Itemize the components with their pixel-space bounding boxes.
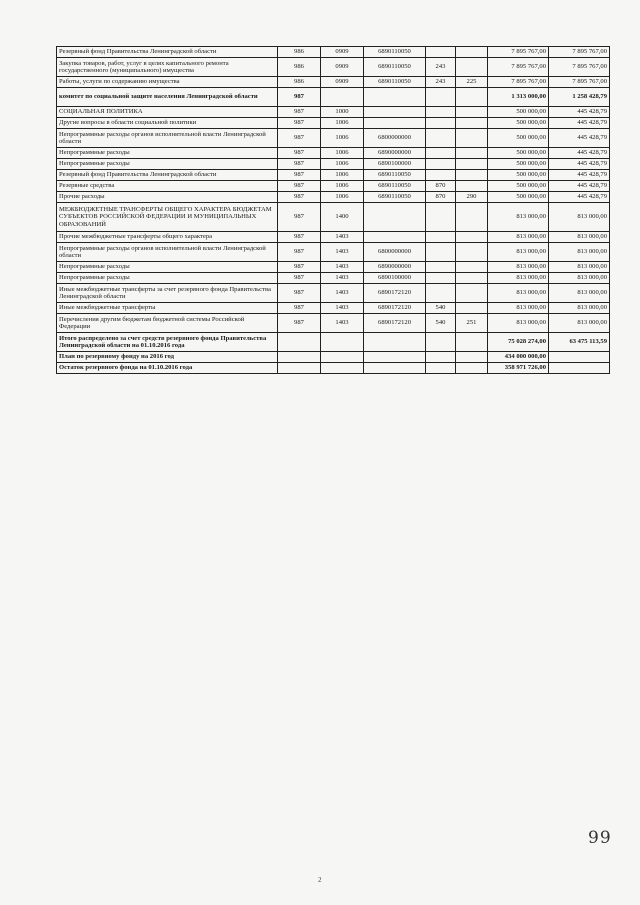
cell-executed: 445 428,79 [549, 129, 610, 148]
row-name: Итого распределено за счет средств резервного фонда Правительства Ленинградской области на 01.10.2016 года [57, 333, 278, 352]
table-row [57, 47, 610, 58]
table-row [57, 352, 610, 363]
cell-executed: 813 000,00 [549, 284, 610, 303]
table-row [57, 129, 610, 148]
cell-allocated: 500 000,00 [488, 159, 549, 170]
table-row [57, 77, 610, 88]
cell-expense-type: 870 [426, 192, 456, 203]
cell-section: 1403 [321, 243, 364, 262]
cell-executed: 7 895 767,00 [549, 77, 610, 88]
cell-expense-type: 540 [426, 314, 456, 333]
cell-allocated: 7 895 767,00 [488, 58, 549, 77]
cell-expense-type [426, 170, 456, 181]
row-name: Непрограммные расходы органов исполнительной власти Ленинградской области [57, 129, 278, 148]
cell-kosgu [456, 148, 488, 159]
cell-section: 0909 [321, 58, 364, 77]
cell-target-article [364, 107, 426, 118]
cell-allocated: 813 000,00 [488, 314, 549, 333]
cell-target-article: 6890172120 [364, 314, 426, 333]
cell-expense-type [426, 333, 456, 352]
cell-section: 1006 [321, 170, 364, 181]
cell-expense-type [426, 352, 456, 363]
row-name: Иные межбюджетные трансферты за счет резервного фонда Правительства Ленинградской области [57, 284, 278, 303]
cell-allocated: 7 895 767,00 [488, 47, 549, 58]
row-name: Иные межбюджетные трансферты [57, 303, 278, 314]
cell-target-article [364, 232, 426, 243]
table-row [57, 88, 610, 107]
cell-allocated: 813 000,00 [488, 273, 549, 284]
cell-ved [278, 352, 321, 363]
cell-expense-type [426, 284, 456, 303]
cell-kosgu [456, 303, 488, 314]
cell-expense-type: 243 [426, 58, 456, 77]
cell-ved: 987 [278, 159, 321, 170]
cell-expense-type [426, 148, 456, 159]
cell-expense-type: 870 [426, 181, 456, 192]
row-name: Непрограммные расходы [57, 262, 278, 273]
cell-kosgu [456, 58, 488, 77]
cell-ved: 987 [278, 148, 321, 159]
cell-executed: 445 428,79 [549, 192, 610, 203]
table-row [57, 118, 610, 129]
row-name: Резервный фонд Правительства Ленинградской области [57, 170, 278, 181]
cell-allocated: 813 000,00 [488, 243, 549, 262]
cell-executed [549, 352, 610, 363]
cell-executed: 813 000,00 [549, 232, 610, 243]
table-body [57, 47, 610, 374]
cell-ved: 987 [278, 273, 321, 284]
cell-allocated: 500 000,00 [488, 107, 549, 118]
cell-section: 1006 [321, 159, 364, 170]
cell-section: 1403 [321, 273, 364, 284]
cell-kosgu [456, 352, 488, 363]
cell-target-article: 6890110050 [364, 192, 426, 203]
table-row [57, 363, 610, 374]
cell-expense-type [426, 107, 456, 118]
cell-ved: 987 [278, 314, 321, 333]
cell-expense-type [426, 363, 456, 374]
table-row [57, 303, 610, 314]
cell-ved: 987 [278, 262, 321, 273]
cell-executed: 445 428,79 [549, 148, 610, 159]
reserve-fund-table [56, 46, 610, 374]
cell-kosgu [456, 47, 488, 58]
cell-allocated: 813 000,00 [488, 232, 549, 243]
cell-kosgu [456, 273, 488, 284]
table-row [57, 203, 610, 232]
cell-section: 0909 [321, 77, 364, 88]
cell-target-article [364, 333, 426, 352]
cell-allocated: 434 000 000,00 [488, 352, 549, 363]
cell-section: 1400 [321, 203, 364, 232]
cell-executed: 813 000,00 [549, 303, 610, 314]
cell-ved: 986 [278, 77, 321, 88]
cell-kosgu [456, 232, 488, 243]
cell-allocated: 500 000,00 [488, 181, 549, 192]
cell-executed: 445 428,79 [549, 159, 610, 170]
table-row [57, 58, 610, 77]
cell-section [321, 363, 364, 374]
table-row [57, 159, 610, 170]
cell-target-article: 6890100000 [364, 159, 426, 170]
handwritten-page-number: 99 [588, 828, 612, 848]
cell-allocated: 500 000,00 [488, 170, 549, 181]
cell-kosgu [456, 262, 488, 273]
cell-kosgu [456, 107, 488, 118]
cell-target-article: 6800000000 [364, 129, 426, 148]
cell-target-article: 6890110050 [364, 58, 426, 77]
cell-ved: 987 [278, 232, 321, 243]
cell-section: 0909 [321, 47, 364, 58]
cell-allocated: 500 000,00 [488, 192, 549, 203]
cell-target-article: 6890110050 [364, 181, 426, 192]
cell-kosgu [456, 159, 488, 170]
cell-kosgu [456, 333, 488, 352]
row-name: Непрограммные расходы [57, 159, 278, 170]
cell-ved: 987 [278, 243, 321, 262]
cell-ved: 987 [278, 284, 321, 303]
cell-allocated: 1 313 000,00 [488, 88, 549, 107]
cell-ved [278, 333, 321, 352]
row-name: Резервный фонд Правительства Ленинградской области [57, 47, 278, 58]
cell-allocated: 358 971 726,00 [488, 363, 549, 374]
cell-kosgu [456, 88, 488, 107]
cell-executed: 813 000,00 [549, 262, 610, 273]
table-row [57, 262, 610, 273]
cell-section: 1006 [321, 148, 364, 159]
table-row [57, 148, 610, 159]
cell-allocated: 813 000,00 [488, 262, 549, 273]
row-name: Непрограммные расходы органов исполнительной власти Ленинградской области [57, 243, 278, 262]
cell-expense-type [426, 118, 456, 129]
cell-section: 1006 [321, 192, 364, 203]
cell-expense-type [426, 47, 456, 58]
cell-expense-type [426, 88, 456, 107]
cell-allocated: 7 895 767,00 [488, 77, 549, 88]
row-name: Остаток резервного фонда на 01.10.2016 года [57, 363, 278, 374]
cell-kosgu [456, 118, 488, 129]
cell-executed: 1 258 428,79 [549, 88, 610, 107]
cell-section [321, 333, 364, 352]
cell-allocated: 813 000,00 [488, 303, 549, 314]
cell-target-article: 6890110050 [364, 170, 426, 181]
cell-ved: 987 [278, 88, 321, 107]
cell-allocated: 813 000,00 [488, 203, 549, 232]
cell-kosgu [456, 284, 488, 303]
table-row [57, 192, 610, 203]
cell-kosgu: 251 [456, 314, 488, 333]
cell-section: 1403 [321, 232, 364, 243]
cell-allocated: 500 000,00 [488, 129, 549, 148]
table-row [57, 273, 610, 284]
cell-section: 1403 [321, 284, 364, 303]
cell-target-article [364, 363, 426, 374]
row-name: МЕЖБЮДЖЕТНЫЕ ТРАНСФЕРТЫ ОБЩЕГО ХАРАКТЕРА БЮДЖЕТАМ СУБЪЕКТОВ РОССИЙСКОЙ ФЕДЕРАЦИИ И МУНИЦИПАЛЬНЫХ ОБРАЗОВАНИЙ [57, 203, 278, 232]
row-name: Работы, услуги по содержанию имущества [57, 77, 278, 88]
cell-executed: 445 428,79 [549, 181, 610, 192]
cell-expense-type [426, 129, 456, 148]
cell-expense-type: 243 [426, 77, 456, 88]
cell-section: 1006 [321, 129, 364, 148]
cell-executed: 7 895 767,00 [549, 47, 610, 58]
cell-ved [278, 363, 321, 374]
cell-target-article [364, 88, 426, 107]
cell-kosgu [456, 181, 488, 192]
cell-target-article [364, 352, 426, 363]
cell-executed: 445 428,79 [549, 107, 610, 118]
cell-target-article: 6890110050 [364, 77, 426, 88]
table-row [57, 232, 610, 243]
cell-kosgu [456, 243, 488, 262]
cell-ved: 987 [278, 118, 321, 129]
row-name: СОЦИАЛЬНАЯ ПОЛИТИКА [57, 107, 278, 118]
cell-section: 1006 [321, 118, 364, 129]
cell-executed [549, 363, 610, 374]
cell-allocated: 813 000,00 [488, 284, 549, 303]
cell-kosgu: 290 [456, 192, 488, 203]
cell-kosgu [456, 203, 488, 232]
cell-ved: 987 [278, 181, 321, 192]
cell-ved: 987 [278, 129, 321, 148]
cell-executed: 813 000,00 [549, 203, 610, 232]
cell-target-article: 6890100000 [364, 273, 426, 284]
cell-kosgu: 225 [456, 77, 488, 88]
cell-allocated: 500 000,00 [488, 118, 549, 129]
cell-expense-type [426, 159, 456, 170]
row-name: Непрограммные расходы [57, 148, 278, 159]
table-row [57, 333, 610, 352]
cell-executed: 445 428,79 [549, 170, 610, 181]
cell-expense-type [426, 232, 456, 243]
cell-expense-type [426, 273, 456, 284]
table-row [57, 243, 610, 262]
cell-section [321, 352, 364, 363]
cell-kosgu [456, 170, 488, 181]
cell-executed: 7 895 767,00 [549, 58, 610, 77]
cell-target-article: 6890000000 [364, 262, 426, 273]
table-row [57, 107, 610, 118]
cell-ved: 987 [278, 192, 321, 203]
cell-allocated: 75 028 274,00 [488, 333, 549, 352]
cell-ved: 987 [278, 303, 321, 314]
cell-executed: 813 000,00 [549, 273, 610, 284]
cell-target-article: 6800000000 [364, 243, 426, 262]
cell-target-article: 6890110050 [364, 47, 426, 58]
row-name: Другие вопросы в области социальной политики [57, 118, 278, 129]
cell-ved: 986 [278, 58, 321, 77]
cell-section: 1006 [321, 181, 364, 192]
table-row [57, 181, 610, 192]
cell-section [321, 88, 364, 107]
row-name: Закупка товаров, работ, услуг в целях капитального ремонта государственного (муниципального) имущества [57, 58, 278, 77]
table-row [57, 284, 610, 303]
cell-section: 1403 [321, 262, 364, 273]
cell-target-article: 6890000000 [364, 148, 426, 159]
row-name: План по резервному фонду на 2016 год [57, 352, 278, 363]
cell-allocated: 500 000,00 [488, 148, 549, 159]
cell-kosgu [456, 129, 488, 148]
row-name: Резервные средства [57, 181, 278, 192]
table-row [57, 314, 610, 333]
cell-ved: 987 [278, 107, 321, 118]
row-name: Прочие межбюджетные трансферты общего характера [57, 232, 278, 243]
table-row [57, 170, 610, 181]
row-name: комитет по социальной защите населения Ленинградской области [57, 88, 278, 107]
row-name: Непрограммные расходы [57, 273, 278, 284]
cell-kosgu [456, 363, 488, 374]
cell-section: 1403 [321, 303, 364, 314]
cell-target-article: 6890172120 [364, 284, 426, 303]
row-name: Перечисления другим бюджетам бюджетной системы Российской Федерации [57, 314, 278, 333]
cell-section: 1403 [321, 314, 364, 333]
cell-expense-type [426, 262, 456, 273]
cell-section: 1000 [321, 107, 364, 118]
cell-executed: 813 000,00 [549, 314, 610, 333]
cell-target-article [364, 203, 426, 232]
cell-target-article [364, 118, 426, 129]
cell-target-article: 6890172120 [364, 303, 426, 314]
cell-ved: 986 [278, 47, 321, 58]
page-number: 2 [318, 876, 322, 884]
cell-ved: 987 [278, 170, 321, 181]
cell-ved: 987 [278, 203, 321, 232]
cell-executed: 63 475 113,59 [549, 333, 610, 352]
row-name: Прочие расходы [57, 192, 278, 203]
cell-executed: 445 428,79 [549, 118, 610, 129]
cell-executed: 813 000,00 [549, 243, 610, 262]
cell-expense-type: 540 [426, 303, 456, 314]
cell-expense-type [426, 243, 456, 262]
cell-expense-type [426, 203, 456, 232]
